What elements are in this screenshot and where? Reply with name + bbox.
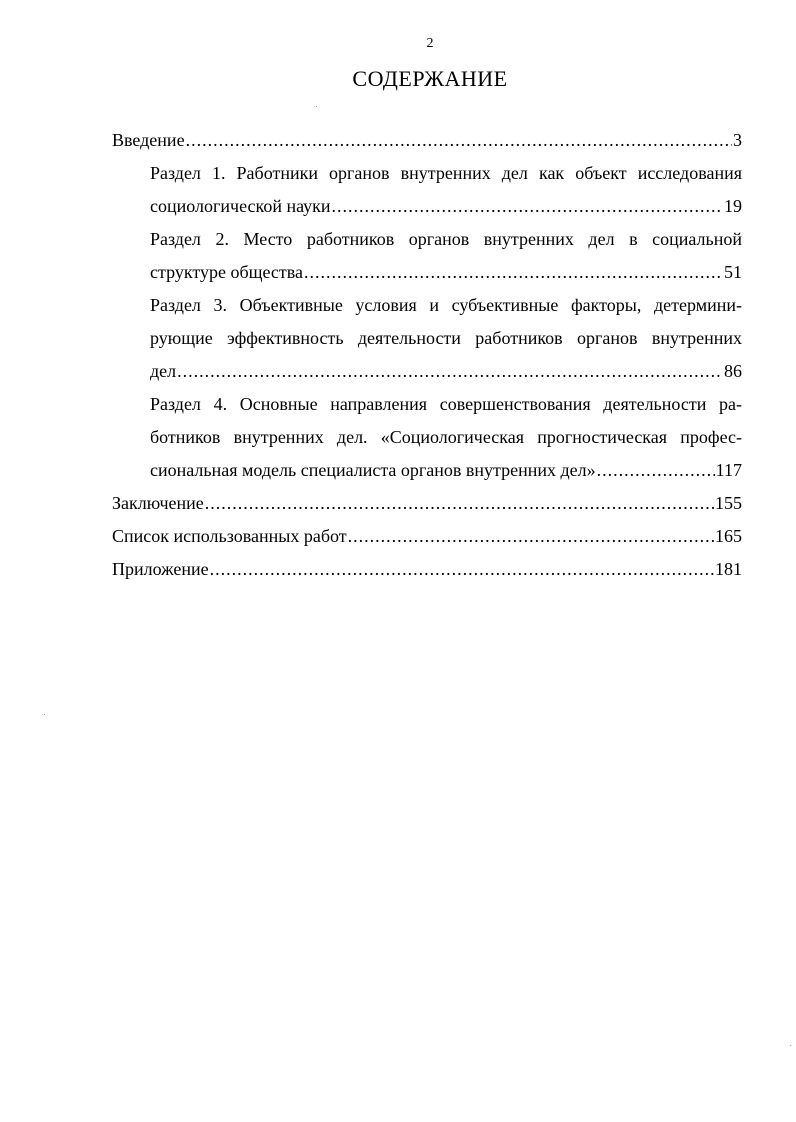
toc-entry-appendix[interactable] (112, 553, 742, 586)
dot-leader (304, 256, 723, 289)
toc-entry-title: Заключение (112, 493, 204, 513)
toc-page-number: 19 (724, 196, 742, 216)
toc-entry-line (150, 256, 742, 289)
dot-leader (348, 520, 714, 553)
toc-entry-section-1[interactable] (112, 157, 742, 223)
toc-entry-line (112, 124, 742, 157)
toc-entry-title-line: рующие эффективность деятельности работников органов внутренних (150, 328, 742, 348)
dot-leader (332, 190, 723, 223)
scan-speck (44, 714, 45, 715)
toc-entry-title: Список использованных работ (112, 526, 347, 546)
page-title: СОДЕРЖАНИЕ (352, 66, 508, 91)
toc-entry-title: Приложение (112, 559, 209, 579)
toc-entry-references[interactable] (112, 520, 742, 553)
toc-entry-title: Введение (112, 130, 185, 150)
toc-entry-intro[interactable] (112, 124, 742, 157)
toc-entry-section-3[interactable] (112, 289, 742, 388)
dot-leader (597, 454, 715, 487)
toc-page-number: 181 (715, 559, 742, 579)
toc-entry-title-last-line: дел (150, 361, 177, 381)
toc-entry-conclusion[interactable] (112, 487, 742, 520)
scan-speck (790, 1045, 791, 1046)
toc-page-number: 165 (715, 526, 742, 546)
toc-entry-section-2[interactable] (112, 223, 742, 289)
toc-page-number: 86 (724, 361, 742, 381)
toc-entry-title-last-line: социологической науки (150, 196, 331, 216)
toc-entry-line (150, 190, 742, 223)
toc-page-number: 3 (733, 130, 742, 150)
toc-page-number: 155 (715, 493, 742, 513)
table-of-contents (112, 124, 742, 586)
toc-entry-title-line: Раздел 3. Объективные условия и субъективные факторы, детермини- (150, 295, 742, 315)
toc-entry-line (112, 520, 742, 553)
page-number: 2 (426, 36, 434, 51)
toc-entry-line (150, 454, 742, 487)
dot-leader (210, 553, 714, 586)
dot-leader (177, 355, 723, 388)
toc-entry-line (150, 355, 742, 388)
toc-page-number: 117 (715, 460, 742, 480)
toc-entry-title-last-line: структуре общества (150, 262, 304, 282)
toc-entry-title-line: Раздел 2. Место работников органов внутренних дел в социальной (150, 229, 742, 249)
toc-page-number: 51 (724, 262, 742, 282)
toc-entry-section-4[interactable] (112, 388, 742, 487)
toc-entry-title-last-line: сиональная модель специалиста органов внутренних дел» (150, 460, 596, 480)
toc-entry-title-line: ботников внутренних дел. «Социологическая прогностическая профес- (150, 427, 742, 447)
toc-entry-line (112, 487, 742, 520)
dot-leader (205, 487, 714, 520)
dot-leader (186, 124, 732, 157)
toc-entry-line (112, 553, 742, 586)
toc-entry-title-line: Раздел 1. Работники органов внутренних дел как объект исследования (150, 163, 742, 183)
scan-speck (316, 106, 317, 107)
toc-entry-title-line: Раздел 4. Основные направления совершенствования деятельности ра- (150, 394, 742, 414)
